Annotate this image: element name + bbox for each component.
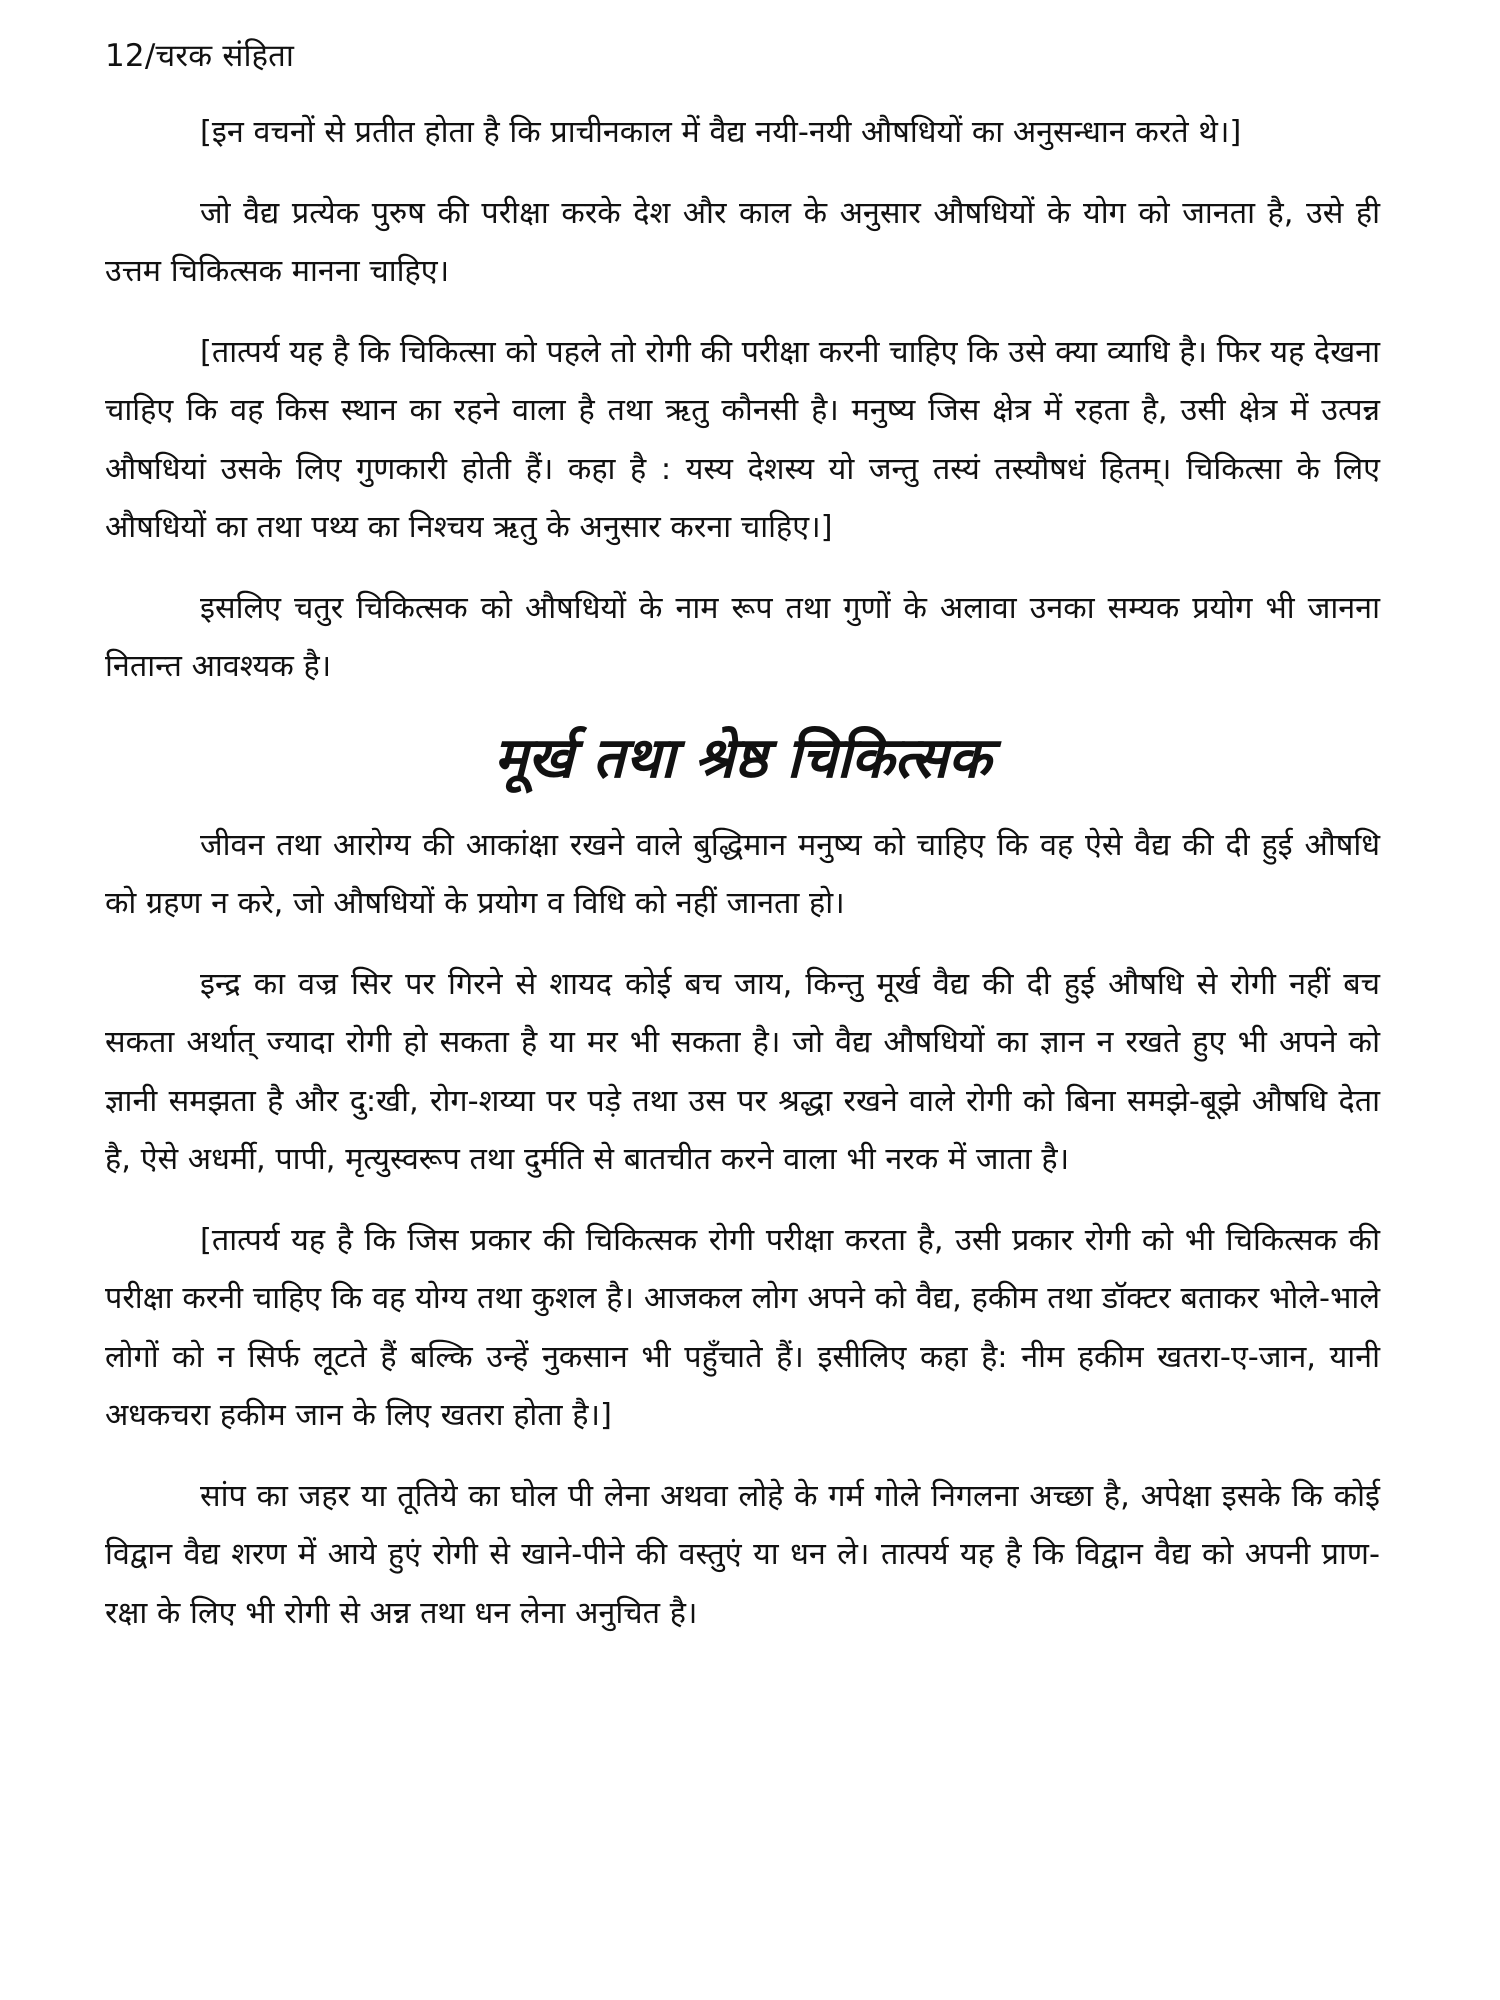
section-heading: मूर्ख तथा श्रेष्ठ चिकित्सक: [493, 725, 992, 791]
paragraph-3: [तात्पर्य यह है कि चिकित्सा को पहले तो रोगी की परीक्षा करनी चाहिए कि उसे क्या व्याधि है। फिर यह देखना चाहिए कि वह किस स्थान का रहने वाला है तथा ऋतु कौनसी है। मनुष्य जिस क्षेत्र में रहता है, उसी क्षेत्र में उत्पन्न औषधियां उसके लिए गुणकारी होती हैं। कहा है : यस्य देशस्य यो जन्तु तस्यं तस्यौषधं हितम्। चिकित्सा के लिए औषधियों का तथा पथ्य का निश्चय ऋतु के अनुसार करना चाहिए।]: [105, 334, 1380, 545]
paragraph-8: सांप का जहर या तूतिये का घोल पी लेना अथवा लोहे के गर्म गोले निगलना अच्छा है, अपेक्षा इसके कि कोई विद्वान वैद्य शरण में आये हुएं रोगी से खाने-पीने की वस्तुएं या धन ले। तात्पर्य यह है कि विद्वान वैद्य को अपनी प्राण-रक्षा के लिए भी रोगी से अन्न तथा धन लेना अनुचित है।: [105, 1478, 1380, 1631]
paragraph-4: इसलिए चतुर चिकित्सक को औषधियों के नाम रूप तथा गुणों के अलावा उनका सम्यक प्रयोग भी जानना नितान्त आवश्यक है।: [105, 590, 1380, 684]
running-head: 12/चरक संहिता: [105, 38, 295, 74]
paragraph-7: [तात्पर्य यह है कि जिस प्रकार की चिकित्सक रोगी परीक्षा करता है, उसी प्रकार रोगी को भी चिकित्सक की परीक्षा करनी चाहिए कि वह योग्य तथा कुशल है। आजकल लोग अपने को वैद्य, हकीम तथा डॉक्टर बताकर भोले-भाले लोगों को न सिर्फ लूटते हैं बल्कि उन्हें नुकसान भी पहुँचाते हैं। इसीलिए कहा है: नीम हकीम खतरा-ए-जान, यानी अधकचरा हकीम जान के लिए खतरा होता है।]: [105, 1222, 1380, 1433]
paragraph-6: इन्द्र का वज्र सिर पर गिरने से शायद कोई बच जाय, किन्तु मूर्ख वैद्य की दी हुई औषधि से रोगी नहीं बच सकता अर्थात् ज्यादा रोगी हो सकता है या मर भी सकता है। जो वैद्य औषधियों का ज्ञान न रखते हुए भी अपने को ज्ञानी समझता है और दु:खी, रोग-शय्या पर पड़े तथा उस पर श्रद्धा रखने वाले रोगी को बिना समझे-बूझे औषधि देता है, ऐसे अधर्मी, पापी, मृत्युस्वरूप तथा दुर्मति से बातचीत करने वाला भी नरक में जाता है।: [105, 966, 1380, 1177]
paragraph-1: [इन वचनों से प्रतीत होता है कि प्राचीनकाल में वैद्य नयी-नयी औषधियों का अनुसन्धान करते थे।]: [200, 115, 1242, 150]
paragraph-2: जो वैद्य प्रत्येक पुरुष की परीक्षा करके देश और काल के अनुसार औषधियों के योग को जानता है, उसे ही उत्तम चिकित्सक मानना चाहिए।: [105, 195, 1380, 289]
paragraph-5: जीवन तथा आरोग्य की आकांक्षा रखने वाले बुद्धिमान मनुष्य को चाहिए कि वह ऐसे वैद्य की दी हुई औषधि को ग्रहण न करे, जो औषधियों के प्रयोग व विधि को नहीं जानता हो।: [105, 827, 1380, 921]
